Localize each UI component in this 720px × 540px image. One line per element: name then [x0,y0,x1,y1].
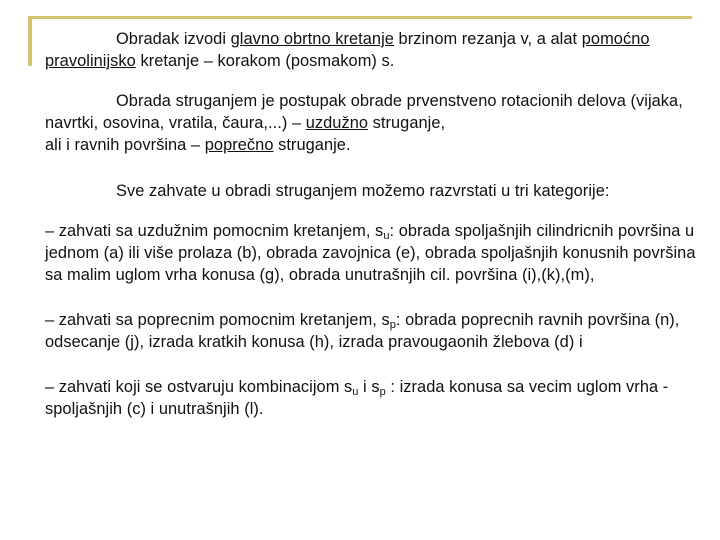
text-run: struganje, [368,114,446,132]
accent-bar-horizontal [28,16,692,19]
text-run: ali i ravnih površina – [45,136,205,154]
text-run: : obrada spoljašnjih cilindricnih površina u jednom (a) ili više prolaza (b), obrada zavojnica (e), obrada spoljašnjih konusnih površina sa malim uglom vrha konusa (g), obrada unutrašnjih cil. površina (i),(k),(m), [45,222,696,284]
text-run: kretanje – korakom (posmakom) s. [135,52,395,70]
list-item-combined-feed [45,376,710,420]
paragraph-main-motion [45,28,710,72]
slide-content [45,28,710,420]
subscript: u [383,230,390,242]
text-run: : obrada poprecnih ravnih površina (n), odsecanje (j), izrada kratkih konusa (h), izrada pravougaonih žlebova (d) i [45,311,680,351]
subscript: p [379,386,386,398]
text-run: Obradak izvodi [116,30,231,48]
text-run: – zahvati sa uzdužnim pomocnim kretanjem, s [45,222,384,240]
text-run: – zahvati koji se ostvaruju kombinacijom s [45,378,353,396]
list-item-longitudinal-feed [45,220,710,286]
underlined-term-auxiliary-linear: pomoćno pravolinijsko [45,30,650,70]
subscript: u [352,386,359,398]
text-run: brzinom rezanja v, a alat [393,30,582,48]
text-run: : izrada konusa sa vecim uglom vrha - spoljašnjih (c) i unutrašnjih (l). [45,378,669,418]
underlined-term-transverse: poprečno [204,136,274,154]
paragraph-categories-intro: Sve zahvate u obradi struganjem možemo razvrstati u tri kategorije: [116,182,610,200]
subscript: p [389,319,396,331]
accent-bar-vertical [28,16,32,66]
paragraph-turning-definition [45,90,710,156]
list-item-transverse-feed [45,309,710,353]
underlined-term-main-rotary-motion: glavno obrtno kretanje [230,30,394,48]
text-run: struganje. [273,136,351,154]
text-run: Obrada struganjem je postupak obrade prvenstveno rotacionih delova (vijaka, navrtki, osovina, vratila, čaura,...) – [45,92,683,132]
underlined-term-longitudinal: uzdužno [305,114,369,132]
text-run: i s [358,378,380,396]
text-run: – zahvati sa poprecnim pomocnim kretanjem, s [45,311,390,329]
